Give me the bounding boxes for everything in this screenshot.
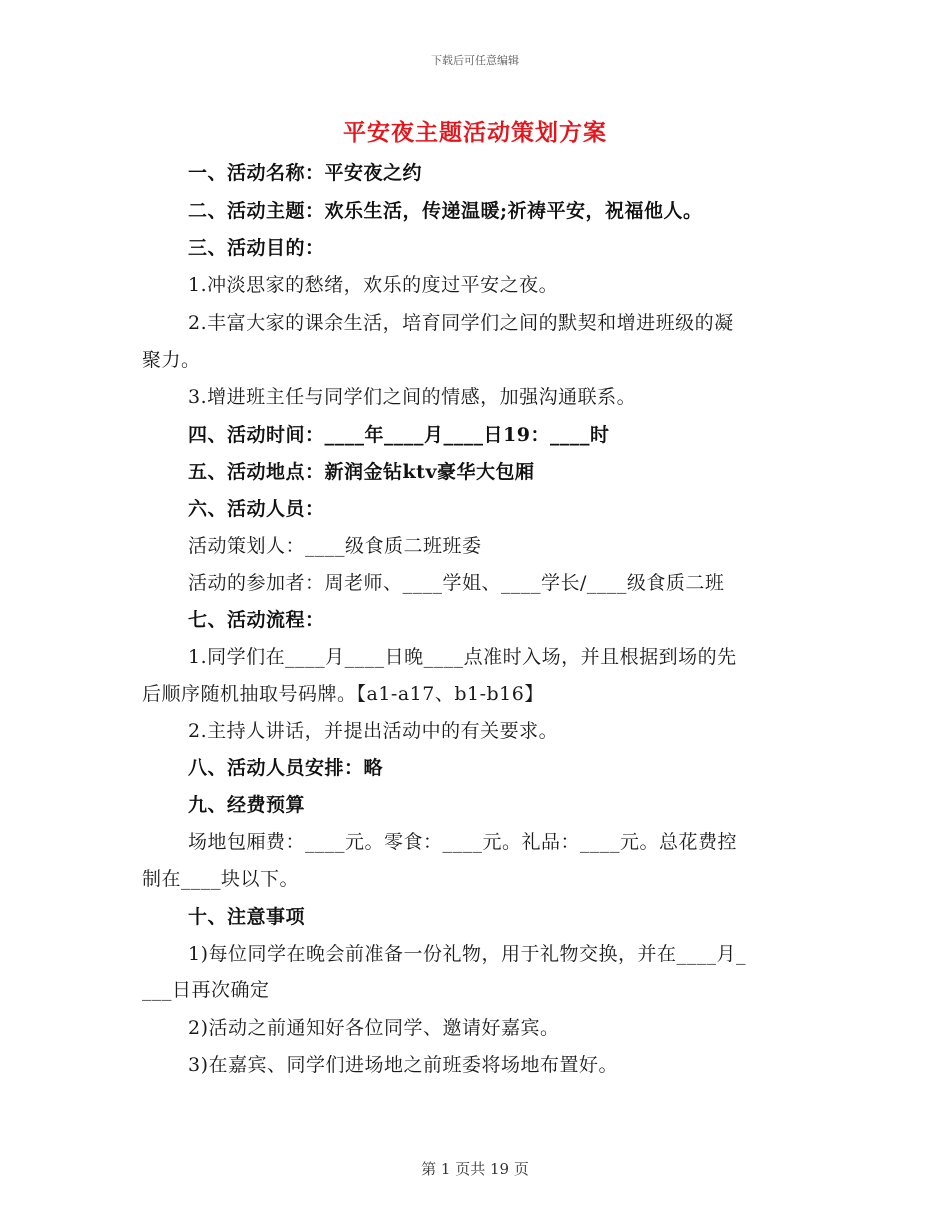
- purpose-item-3: 3.增进班主任与同学们之间的情感，加强沟通联系。: [188, 386, 637, 408]
- section-heading-activity-theme: 二、活动主题：欢乐生活，传递温暖;祈祷平安，祝福他人。: [188, 200, 703, 222]
- note-item-1-continued: ___日再次确定: [142, 979, 270, 1001]
- section-heading-budget: 九、经费预算: [188, 794, 306, 816]
- staff-planner: 活动策划人：____级食质二班班委: [188, 535, 482, 557]
- note-item-2: 2)活动之前通知好各位同学、邀请好嘉宾。: [188, 1017, 560, 1039]
- section-heading-activity-process: 七、活动流程：: [188, 609, 325, 631]
- staff-participants: 活动的参加者：周老师、____学姐、____学长/____级食质二班: [188, 572, 725, 594]
- process-item-2: 2.主持人讲话，并提出活动中的有关要求。: [188, 720, 559, 742]
- budget-detail-continued: 制在____块以下。: [142, 868, 300, 890]
- page-footer: 第 1 页共 19 页: [421, 1160, 529, 1178]
- section-heading-activity-purpose: 三、活动目的：: [188, 237, 325, 259]
- section-heading-staff-arrangement: 八、活动人员安排：略: [188, 757, 384, 779]
- purpose-item-2: 2.丰富大家的课余生活，培育同学们之间的默契和增进班级的凝: [188, 312, 734, 334]
- section-heading-activity-venue: 五、活动地点：新润金钻ktv豪华大包厢: [188, 461, 535, 483]
- header-note: 下载后可任意编辑: [431, 54, 519, 67]
- section-heading-activity-time: 四、活动时间：____年____月____日19：____时: [188, 424, 610, 446]
- section-heading-activity-staff: 六、活动人员：: [188, 498, 325, 520]
- purpose-item-2-continued: 聚力。: [142, 349, 201, 371]
- budget-detail: 场地包厢费：____元。零食：____元。礼品：____元。总花费控: [188, 831, 738, 853]
- section-heading-activity-name: 一、活动名称：平安夜之约: [188, 162, 423, 184]
- section-heading-notes: 十、注意事项: [188, 906, 306, 928]
- purpose-item-1: 1.冲淡思家的愁绪，欢乐的度过平安之夜。: [188, 274, 559, 296]
- document-title: 平安夜主题活动策划方案: [343, 119, 607, 146]
- process-item-1: 1.同学们在____月____日晚____点准时入场，并且根据到场的先: [188, 646, 737, 668]
- process-item-1-continued: 后顺序随机抽取号码牌。【a1-a17、b1-b16】: [142, 683, 544, 705]
- note-item-1: 1)每位同学在晚会前准备一份礼物，用于礼物交换，并在____月_: [188, 943, 747, 965]
- note-item-3: 3)在嘉宾、同学们进场地之前班委将场地布置好。: [188, 1054, 619, 1076]
